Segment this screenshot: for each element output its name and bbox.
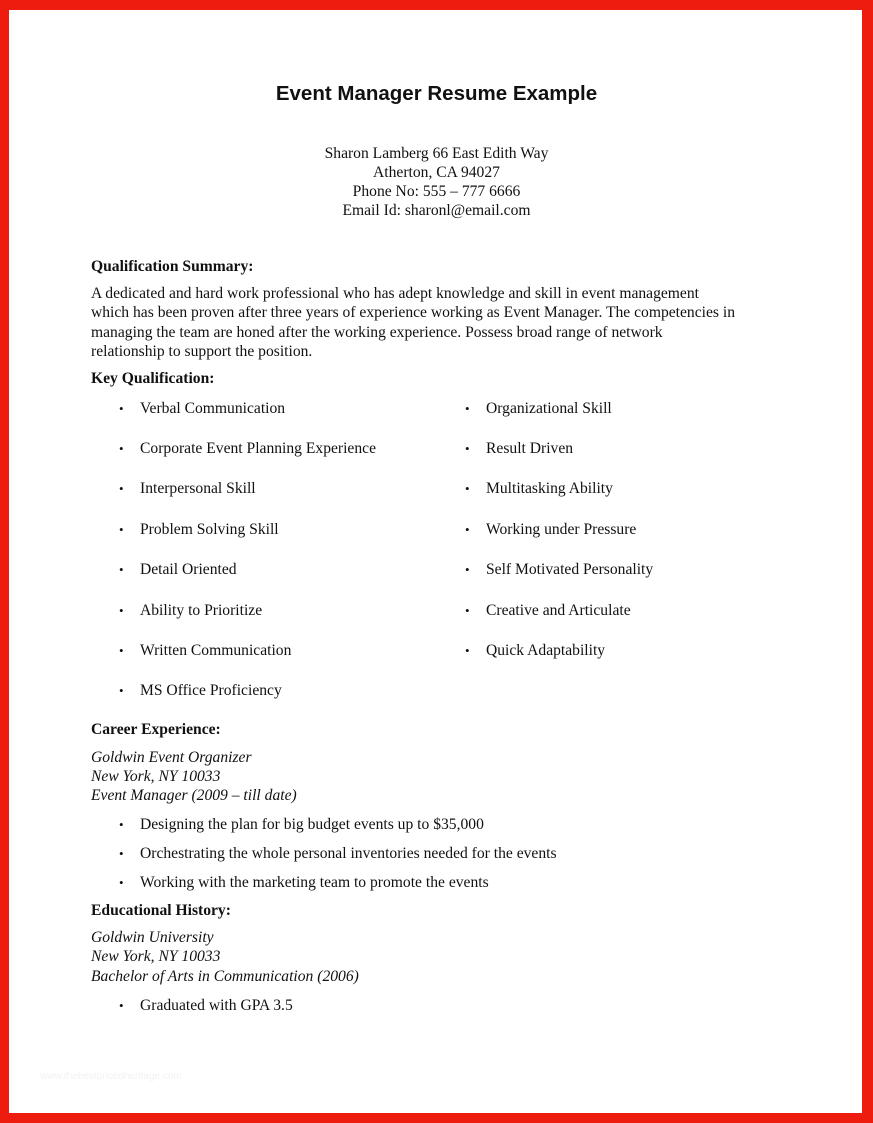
bullet-icon: • bbox=[465, 401, 470, 416]
key-qualification-label: Problem Solving Skill bbox=[140, 521, 279, 538]
bullet-icon: • bbox=[465, 643, 470, 658]
career-role: Event Manager (2009 – till date) bbox=[91, 787, 297, 804]
key-qualification-label: Result Driven bbox=[486, 440, 574, 457]
key-qualification-label: Detail Oriented bbox=[140, 561, 237, 578]
contact-email: Email Id: sharonl@email.com bbox=[342, 202, 531, 219]
summary-line: which has been proven after three years of experience working as Event Manager. The competencies in bbox=[91, 304, 735, 322]
contact-name-address: Sharon Lamberg 66 East Edith Way bbox=[324, 145, 549, 162]
key-qualification-label: Quick Adaptability bbox=[486, 642, 606, 659]
education-bullet-text: Graduated with GPA 3.5 bbox=[140, 997, 293, 1014]
career-bullet-text: Working with the marketing team to promote the events bbox=[140, 874, 489, 891]
bullet-icon: • bbox=[465, 522, 470, 537]
bullet-icon: • bbox=[119, 603, 124, 618]
summary-line: relationship to support the position. bbox=[91, 343, 313, 361]
bullet-icon: • bbox=[119, 998, 124, 1013]
career-experience-heading: Career Experience: bbox=[91, 721, 221, 738]
key-qualification-label: Working under Pressure bbox=[486, 521, 637, 538]
bullet-icon: • bbox=[119, 817, 124, 832]
contact-phone: Phone No: 555 – 777 6666 bbox=[352, 183, 521, 200]
education-school: Goldwin University bbox=[91, 929, 214, 946]
key-qualification-heading: Key Qualification: bbox=[91, 370, 215, 387]
key-qualification-label: Self Motivated Personality bbox=[486, 561, 654, 578]
bullet-icon: • bbox=[465, 481, 470, 496]
summary-line: A dedicated and hard work professional who has adept knowledge and skill in event management bbox=[91, 285, 699, 302]
bullet-icon: • bbox=[465, 562, 470, 577]
bullet-icon: • bbox=[119, 846, 124, 861]
education-location: New York, NY 10033 bbox=[91, 948, 221, 965]
document-title: Event Manager Resume Example bbox=[275, 82, 598, 105]
key-qualification-label: Verbal Communication bbox=[140, 400, 286, 417]
career-bullet-text: Designing the plan for big budget events up to $35,000 bbox=[140, 816, 484, 833]
bullet-icon: • bbox=[465, 603, 470, 618]
key-qualification-label: Interpersonal Skill bbox=[140, 480, 256, 497]
bullet-icon: • bbox=[119, 562, 124, 577]
key-qualification-label: Creative and Articulate bbox=[486, 602, 631, 619]
watermark-text: www.thebestpricedheritage.com bbox=[40, 1071, 182, 1082]
qualification-summary-heading: Qualification Summary: bbox=[91, 258, 254, 275]
bullet-icon: • bbox=[119, 522, 124, 537]
bullet-icon: • bbox=[119, 875, 124, 890]
bullet-icon: • bbox=[119, 643, 124, 658]
summary-line: managing the team are honed after the working experience. Possess broad range of network bbox=[91, 323, 663, 341]
key-qualification-label: Multitasking Ability bbox=[486, 480, 613, 497]
bullet-icon: • bbox=[119, 441, 124, 456]
bullet-icon: • bbox=[119, 683, 124, 698]
education-heading: Educational History: bbox=[91, 902, 231, 919]
bullet-icon: • bbox=[119, 481, 124, 496]
key-qualification-label: MS Office Proficiency bbox=[140, 682, 282, 699]
qualification-summary-text bbox=[91, 284, 791, 362]
key-qualification-label: Organizational Skill bbox=[486, 400, 612, 417]
contact-city: Atherton, CA 94027 bbox=[373, 164, 500, 181]
education-degree: Bachelor of Arts in Communication (2006) bbox=[91, 968, 359, 985]
bullet-icon: • bbox=[465, 441, 470, 456]
career-company: Goldwin Event Organizer bbox=[91, 749, 252, 766]
bullet-icon: • bbox=[119, 401, 124, 416]
key-qualification-label: Corporate Event Planning Experience bbox=[140, 440, 376, 457]
career-bullet-text: Orchestrating the whole personal inventories needed for the events bbox=[140, 845, 557, 862]
key-qualification-label: Ability to Prioritize bbox=[140, 602, 263, 619]
career-location: New York, NY 10033 bbox=[91, 768, 221, 785]
key-qualification-label: Written Communication bbox=[140, 642, 292, 659]
